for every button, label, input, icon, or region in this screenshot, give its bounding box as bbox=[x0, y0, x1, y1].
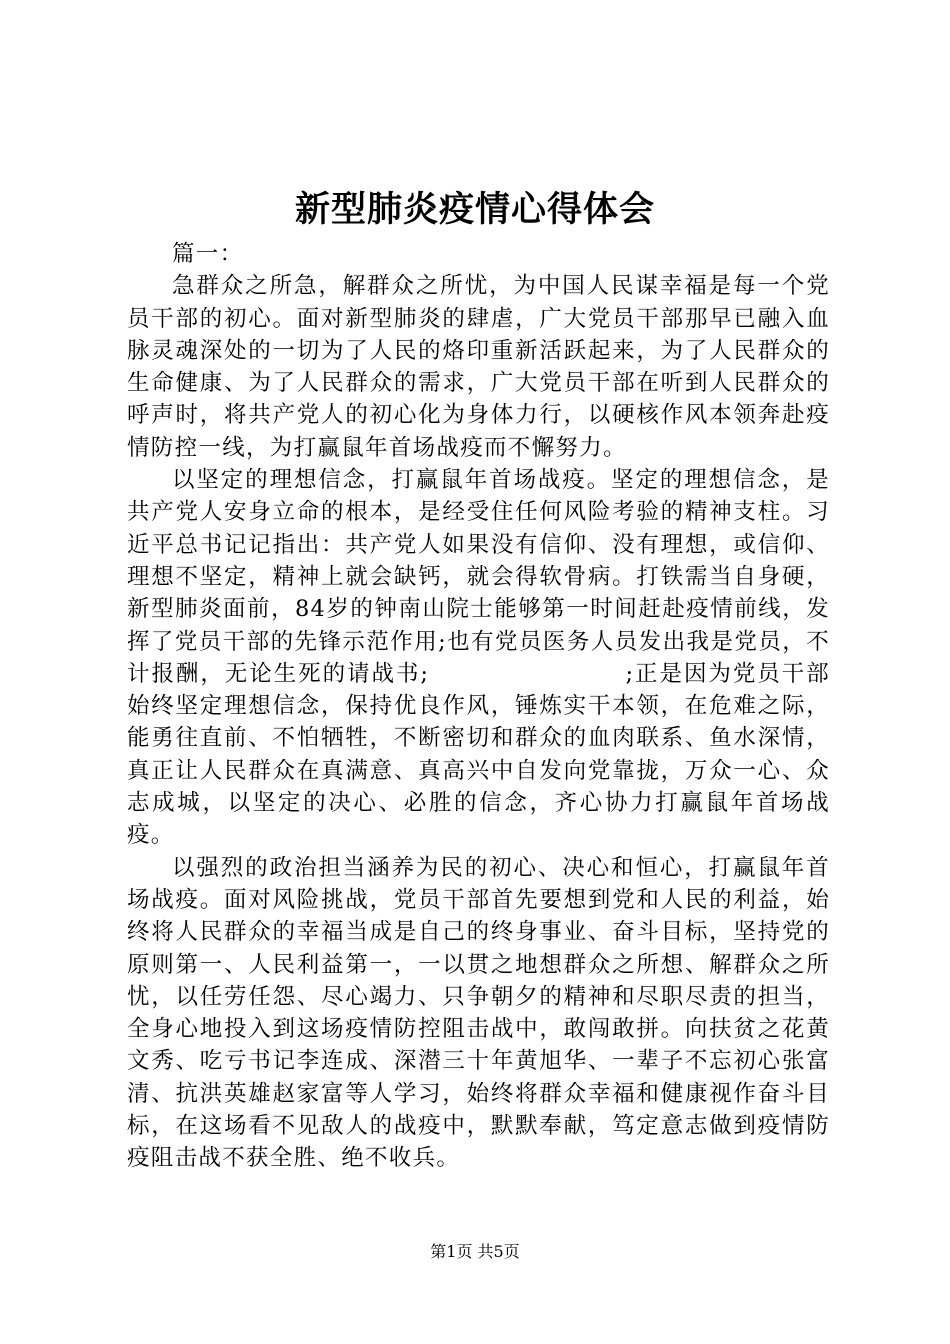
paragraph-ideals: 以坚定的理想信念，打赢鼠年首场战疫。坚定的理想信念，是共产党人安身立命的根本，是经受住任何风险考验的精神支柱。习近平总书记记指出：共产党人如果没有信仰、没有理想，或信仰、理想不坚定，精神上就会缺钙，就会得软骨病。打铁需当自身硬，新型肺炎面前，84岁的钟南山院士能够第一时间赶赴疫情前线，发挥了党员干部的先锋示范作用;也有党员医务人员发出我是党员，不计报酬，无论生死的请战书; ;正是因为党员干部始终坚定理想信念，保持优良作风，锤炼实干本领，在危难之际，能勇往直前、不怕牺牲，不断密切和群众的血肉联系、鱼水深情，真正让人民群众在真满意、真高兴中自发向党靠拢，万众一心、众志成城，以坚定的决心、必胜的信念，齐心协力打赢鼠年首场战疫。 bbox=[127, 467, 830, 849]
section-heading: 篇一： bbox=[172, 241, 244, 267]
paragraph-political-duty: 以强烈的政治担当涵养为民的初心、决心和恒心，打赢鼠年首场战疫。面对风险挑战，党员干部首先要想到党和人民的利益，始终将人民群众的幸福当成是自己的终身事业、奋斗目标，坚持党的原则第一、人民利益第一，一以贯之地想群众之所想、解群众之所忧，以任劳任怨、尽心竭力、只争朝夕的精神和尽职尽责的担当，全身心地投入到这场疫情防控阻击战中，敢闯敢拼。向扶贫之花黄文秀、吃亏书记李连成、深潜三十年黄旭华、一辈子不忘初心张富清、抗洪英雄赵家富等人学习，始终将群众幸福和健康视作奋斗目标，在这场看不见敌人的战疫中，默默奉献，笃定意志做到疫情防疫阻击战不获全胜、绝不收兵。 bbox=[127, 854, 830, 1172]
paragraph-intro: 急群众之所急，解群众之所忧，为中国人民谋幸福是每一个党员干部的初心。面对新型肺炎的肆虐，广大党员干部那早已融入血脉灵魂深处的一切为了人民的烙印重新活跃起来，为了人民群众的生命健康、为了人民群众的需求，广大党员干部在听到人民群众的呼声时，将共产党人的初心化为身体力行，以硬核作风本领奔赴疫情防控一线，为打赢鼠年首场战疫而不懈努力。 bbox=[127, 273, 830, 461]
page-footer: 第1页 共5页 bbox=[430, 1242, 520, 1261]
document-title: 新型肺炎疫情心得体会 bbox=[294, 189, 655, 230]
document-body bbox=[127, 238, 830, 1175]
